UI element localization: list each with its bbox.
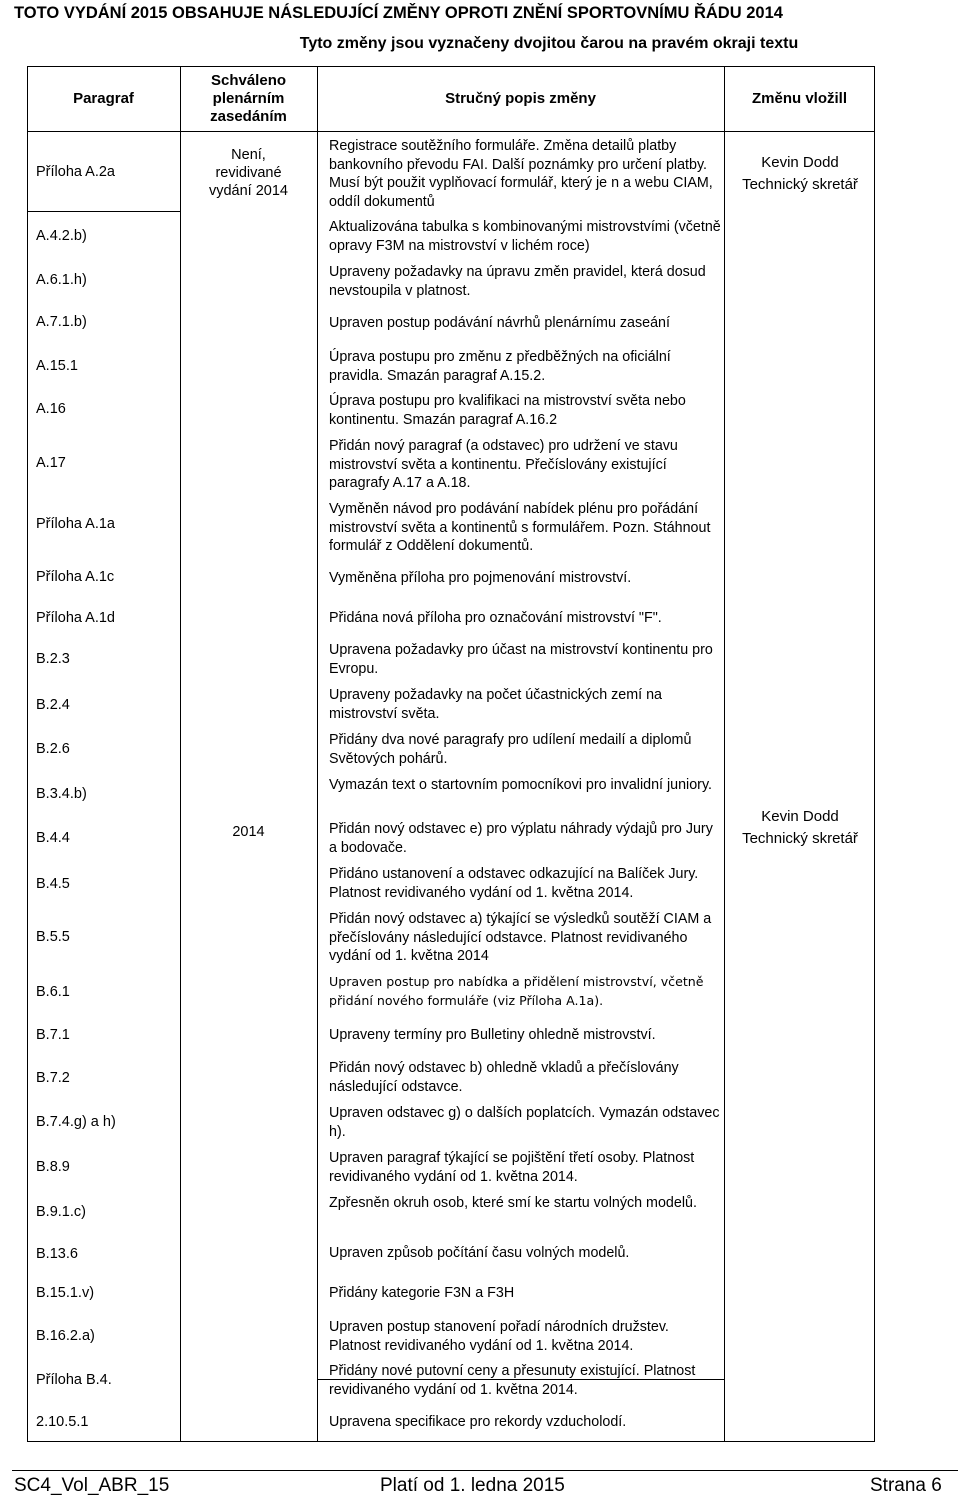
- author-role: Technický skretář: [742, 830, 858, 847]
- change-description: Upraveny termíny pro Bulletiny ohledně mistrovství.: [329, 1027, 656, 1043]
- change-description: Zpřesněn okruh osob, které smí ke startu volných modelů.: [329, 1195, 697, 1211]
- paragraph-ref: Příloha B.4.: [36, 1372, 112, 1388]
- change-description: Upraven paragraf týkající se pojištění třetí osoby. Platnost revidivaného vydání od 1. května 2014.: [329, 1150, 695, 1185]
- paragraph-ref: Příloha A.1c: [36, 569, 115, 585]
- paragraph-ref: B.7.4.g) a h): [36, 1114, 116, 1130]
- paragraph-ref: B.2.3: [36, 651, 70, 667]
- approval-revised-2014: Není, revidivané vydání 2014: [208, 147, 288, 199]
- change-description: Vyměněna příloha pro pojmenování mistrovství.: [329, 570, 632, 586]
- column-divider: [180, 66, 181, 1442]
- paragraph-ref: B.15.1.v): [36, 1285, 95, 1301]
- change-description: Přidány kategorie F3N a F3H: [329, 1285, 515, 1301]
- change-description: Úprava postupu pro změnu z předběžných na oficiální pravidla. Smazán paragraf A.15.2.: [329, 349, 671, 384]
- change-description: Přidán nový odstavec b) ohledně vkladů a přečíslovány následující odstavce.: [329, 1060, 679, 1095]
- change-description: Upravena požadavky pro účast na mistrovství kontinentu pro Evropu.: [329, 642, 713, 677]
- paragraph-ref: B.4.5: [36, 876, 70, 892]
- header-author: Změnu vložill: [751, 90, 847, 107]
- change-description: Přidán nový odstavec e) pro výplatu náhrady výdajů pro Jury a bodovače.: [329, 821, 713, 856]
- change-description: Přidány nové putovní ceny a přesunuty existující. Platnost revidivaného vydání od 1. května 2014.: [329, 1363, 696, 1398]
- change-description: Přidány dva nové paragrafy pro udílení medailí a diplomů Světových pohárů.: [329, 732, 692, 767]
- change-description: Upraven postup pro nabídka a přidělení mistrovství, včetně přidání nového formuláře (viz Příloha A.1a).: [329, 974, 704, 1008]
- change-description: Upraveny požadavky na počet účastnických zemí na mistrovství světa.: [329, 687, 662, 722]
- document-subtitle: Tyto změny jsou vyznačeny dvojitou čarou na pravém okraji textu: [299, 35, 799, 52]
- paragraph-ref: B.2.6: [36, 741, 70, 757]
- paragraph-ref: B.3.4.b): [36, 786, 87, 802]
- paragraph-ref: B.13.6: [36, 1246, 78, 1262]
- paragraph-ref: A.17: [36, 455, 66, 471]
- change-description: Upraven odstavec g) o dalších poplatcích. Vymazán odstavec h).: [329, 1105, 720, 1140]
- header-divider: [27, 131, 875, 132]
- change-description: Úprava postupu pro kvalifikaci na mistrovství světa nebo kontinentu. Smazán paragraf A.16.2: [329, 393, 686, 428]
- footer-document-id: SC4_Vol_ABR_15: [14, 1475, 170, 1496]
- paragraph-ref: B.7.1: [36, 1027, 70, 1043]
- paragraph-ref: A.7.1.b): [36, 314, 87, 330]
- paragraph-ref: A.15.1: [36, 358, 78, 374]
- paragraph-ref: Příloha A.1a: [36, 516, 115, 532]
- change-description: Upraven způsob počítání času volných modelů.: [329, 1245, 630, 1261]
- paragraph-ref: A.4.2.b): [36, 228, 87, 244]
- footer-page-number: Strana 6: [870, 1475, 942, 1496]
- paragraph-ref: B.7.2: [36, 1070, 70, 1086]
- paragraph-ref: B.6.1: [36, 984, 70, 1000]
- paragraph-ref: A.16: [36, 401, 66, 417]
- header-description: Stručný popis změny: [445, 90, 596, 107]
- change-description: Přidán nový odstavec a) týkající se výsledků soutěží CIAM a přečíslovány následující odstavce. Platnost revidivaného vydání od 1. května 2014: [329, 911, 712, 964]
- change-description: Vyměněn návod pro podávání nabídek plénu pro pořádání mistrovství světa a kontinentů s formulářem. Pozn. Stáhnout formulář z Oddělení dokumentů.: [329, 501, 711, 554]
- change-description: Upraven postup podávání návrhů plenárnímu zaseání: [329, 315, 670, 331]
- change-description: Vymazán text o startovním pomocníkovi pro invalidní juniory.: [329, 777, 713, 793]
- header-paragraph: Paragraf: [73, 90, 134, 107]
- change-description: Přidána nová příloha pro označování mistrovství "F".: [329, 610, 662, 626]
- paragraph-ref: B.5.5: [36, 929, 70, 945]
- paragraph-ref: B.16.2.a): [36, 1328, 95, 1344]
- paragraph-ref: B.9.1.c): [36, 1204, 86, 1220]
- header-approved: Schváleno plenárním zasedáním: [210, 72, 287, 125]
- paragraph-ref: B.8.9: [36, 1159, 70, 1175]
- author-name: Kevin Dodd: [761, 154, 839, 171]
- paragraph-ref: 2.10.5.1: [36, 1414, 89, 1430]
- paragraph-ref: B.2.4: [36, 697, 70, 713]
- approval-2014: 2014: [232, 824, 265, 840]
- paragraph-ref: Příloha A.2a: [36, 164, 115, 180]
- author-role: Technický skretář: [742, 176, 858, 193]
- author-block: [725, 152, 875, 196]
- change-description: Přidán nový paragraf (a odstavec) pro udržení ve stavu mistrovství světa a kontinentu. Přečíslovány existující paragrafy A.17 a A.18.: [329, 438, 678, 491]
- change-description: Registrace soutěžního formuláře. Změna detailů platby bankovního převodu FAI. Další poznámky pro určení platby. Musí být použit vyplňovací formulář, který je n a webu CIAM, oddíl dokumentů: [329, 138, 713, 210]
- author-block: [725, 806, 875, 850]
- change-description: Upraven postup stanovení pořadí národních družstev. Platnost revidivaného vydání od 1. května 2014.: [329, 1319, 669, 1354]
- document-title: TOTO VYDÁNÍ 2015 OBSAHUJE NÁSLEDUJÍCÍ ZMĚNY OPROTI ZNĚNÍ SPORTOVNÍMU ŘÁDU 2014: [14, 4, 783, 22]
- paragraph-ref: Příloha A.1d: [36, 610, 115, 626]
- paragraph-ref: B.4.4: [36, 830, 70, 846]
- change-description: Upraveny požadavky na úpravu změn pravidel, která dosud nevstoupila v platnost.: [329, 264, 706, 299]
- change-description: Přidáno ustanovení a odstavec odkazující na Balíček Jury. Platnost revidivaného vydání od 1. května 2014.: [329, 866, 699, 901]
- footer-rule: [12, 1470, 958, 1471]
- change-description: Upravena specifikace pro rekordy vzducholodí.: [329, 1414, 627, 1430]
- column-divider: [724, 66, 725, 1442]
- change-description: Aktualizována tabulka s kombinovanými mistrovstvími (včetně opravy F3M na mistrovství v lichém roce): [329, 219, 721, 254]
- footer-validity: Platí od 1. ledna 2015: [380, 1475, 565, 1496]
- author-name: Kevin Dodd: [761, 808, 839, 825]
- column-divider: [317, 66, 318, 1442]
- paragraph-ref: A.6.1.h): [36, 272, 87, 288]
- row-divider: [27, 211, 180, 212]
